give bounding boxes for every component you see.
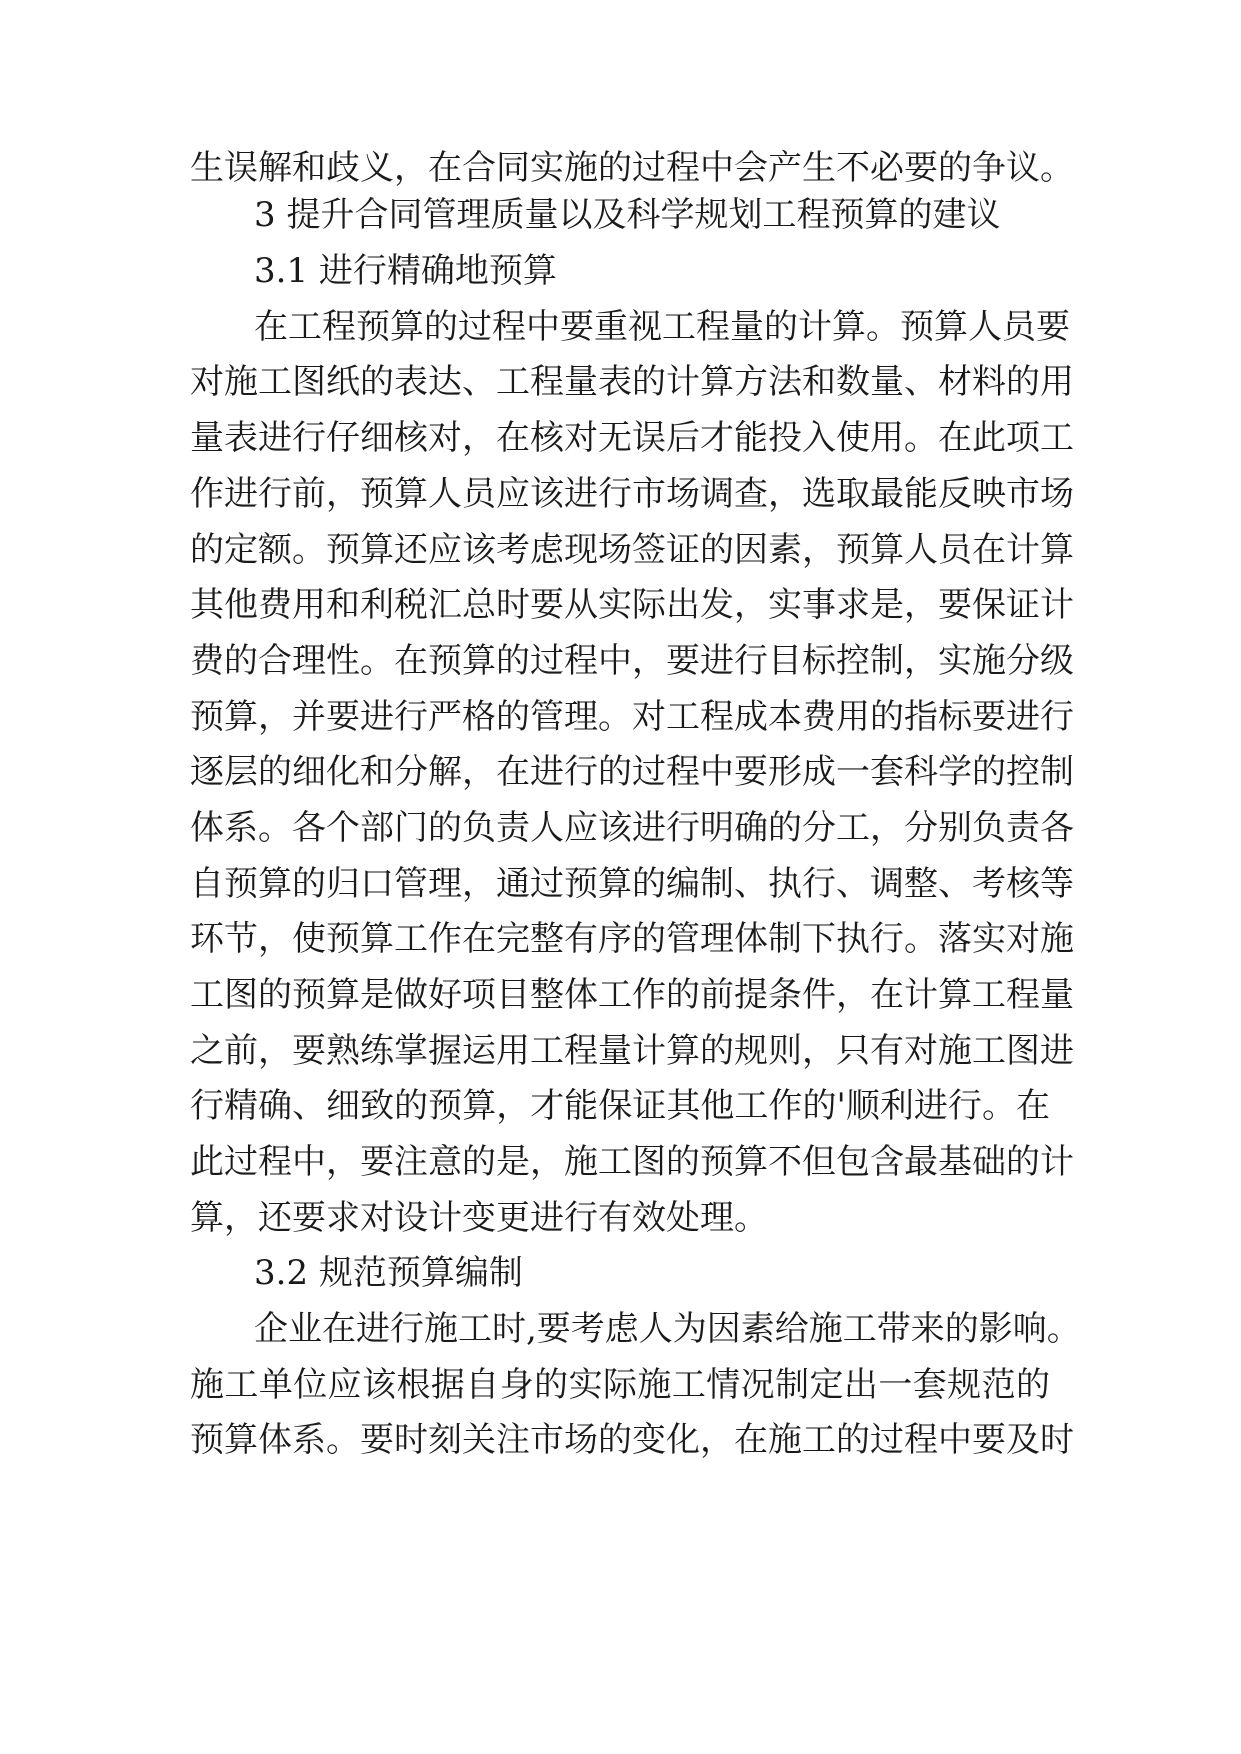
paragraph-line: 逐层的细化和分解，在进行的过程中要形成一套科学的控制 — [190, 752, 1074, 792]
paragraph-line: 生误解和歧义，在合同实施的过程中会产生不必要的争议。 — [190, 148, 1074, 188]
paragraph-line: 环节，使预算工作在完整有序的管理体制下执行。落实对施 — [190, 919, 1074, 959]
subsection-heading: 3.1 进行精确地预算 — [254, 251, 557, 291]
paragraph-line: 作进行前，预算人员应该进行市场调查，选取最能反映市场 — [190, 474, 1074, 514]
paragraph-line: 企业在进行施工时,要考虑人为因素给施工带来的影响。 — [254, 1309, 1081, 1349]
section-heading: 3 提升合同管理质量以及科学规划工程预算的建议 — [254, 195, 1001, 235]
paragraph-line: 量表进行仔细核对，在核对无误后才能投入使用。在此项工 — [190, 418, 1074, 458]
paragraph-line: 预算体系。要时刻关注市场的变化，在施工的过程中要及时 — [190, 1420, 1074, 1460]
paragraph-line: 行精确、细致的预算，才能保证其他工作的'顺利进行。在 — [190, 1086, 1050, 1126]
paragraph-line: 自预算的归口管理，通过预算的编制、执行、调整、考核等 — [190, 864, 1074, 904]
paragraph-line: 此过程中，要注意的是，施工图的预算不但包含最基础的计 — [190, 1142, 1074, 1182]
paragraph-line: 对施工图纸的表达、工程量表的计算方法和数量、材料的用 — [190, 362, 1074, 402]
paragraph-line: 在工程预算的过程中要重视工程量的计算。预算人员要 — [254, 307, 1070, 347]
paragraph-line: 体系。各个部门的负责人应该进行明确的分工，分别负责各 — [190, 808, 1074, 848]
paragraph-line: 其他费用和利税汇总时要从实际出发，实事求是，要保证计 — [190, 585, 1074, 625]
paragraph-line: 费的合理性。在预算的过程中，要进行目标控制，实施分级 — [190, 641, 1074, 681]
paragraph-line: 施工单位应该根据自身的实际施工情况制定出一套规范的 — [190, 1365, 1050, 1405]
paragraph-line: 预算，并要进行严格的管理。对工程成本费用的指标要进行 — [190, 697, 1074, 737]
paragraph-line: 工图的预算是做好项目整体工作的前提条件，在计算工程量 — [190, 975, 1074, 1015]
paragraph-line: 算，还要求对设计变更进行有效处理。 — [190, 1198, 768, 1238]
paragraph-line: 之前，要熟练掌握运用工程量计算的规则，只有对施工图进 — [190, 1031, 1074, 1071]
paragraph-line: 的定额。预算还应该考虑现场签证的因素，预算人员在计算 — [190, 530, 1074, 570]
subsection-heading: 3.2 规范预算编制 — [254, 1253, 523, 1293]
